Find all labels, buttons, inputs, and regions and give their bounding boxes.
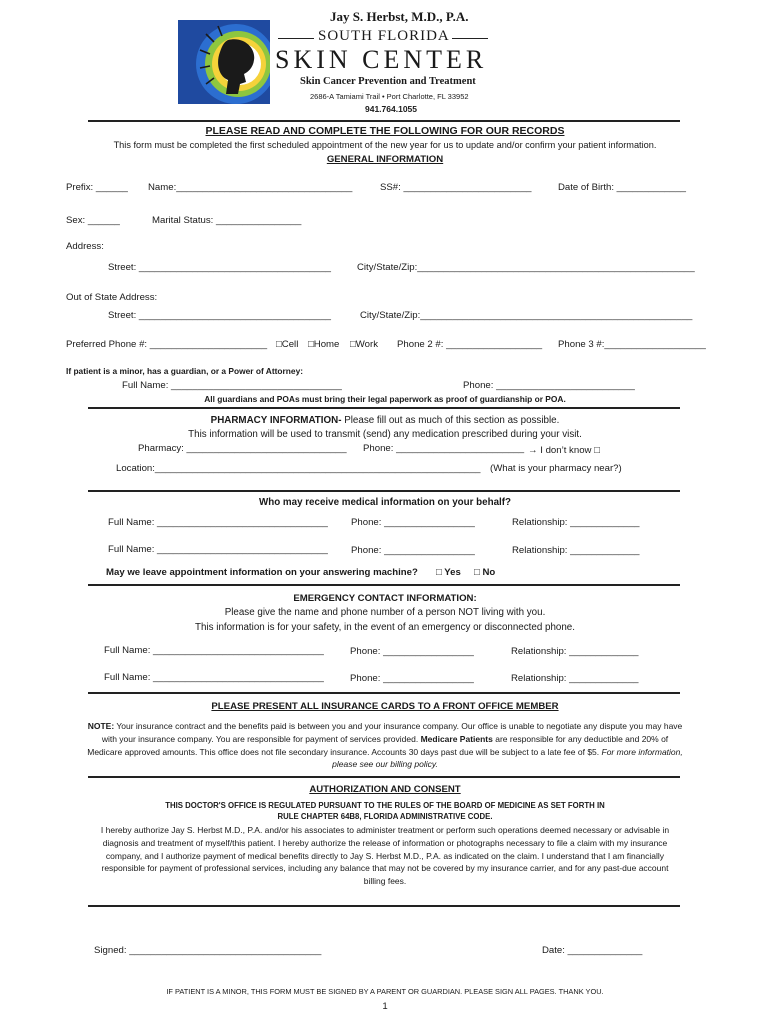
emergency-relationship-2[interactable]: Relationship: _____________ xyxy=(511,673,639,684)
medical-contact-relationship-1[interactable]: Relationship: _____________ xyxy=(512,517,640,528)
street-field-2[interactable]: Street: ____________________________________ xyxy=(108,310,332,321)
emergency-heading: EMERGENCY CONTACT INFORMATION: xyxy=(293,593,477,604)
clinic-address: 2686-A Tamiami Trail • Port Charlotte, FL 33952 xyxy=(310,92,469,101)
authorization-body: I hereby authorize Jay S. Herbst M.D., P.A. and/or his associates to administer treatment or perform such operations deemed necessary or advisable in diagnosis and treatment of myself/this patient. I hereby authorize the release of information or photographs necessary to file a claim with my insurance company, and I authorize payment of medical benefits directly to Jay S. Herbst M.D., P.A. as indicated on the claim. I understand that I am financially responsible for payment of professional services, including any balance that may not be covered by my insurance carrier, and for any past-due account billing fees. xyxy=(100,825,670,887)
divider xyxy=(88,120,680,122)
sex-field[interactable]: Sex: ______ xyxy=(66,215,120,226)
medical-contact-relationship-2[interactable]: Relationship: _____________ xyxy=(512,545,640,556)
city-state-zip-field-2[interactable]: City/State/Zip:___________________________________________________ xyxy=(360,310,693,321)
insurance-heading: PLEASE PRESENT ALL INSURANCE CARDS TO A FRONT OFFICE MEMBER xyxy=(211,701,559,712)
medical-info-heading: Who may receive medical information on your behalf? xyxy=(258,497,512,508)
name-field[interactable]: Name:_________________________________ xyxy=(148,182,353,193)
preferred-phone-field[interactable]: Preferred Phone #: ______________________ xyxy=(66,339,268,350)
medicare-label: Medicare Patients xyxy=(420,733,493,744)
answering-machine-yes[interactable]: □ Yes xyxy=(436,567,461,578)
emergency-line-2: This information is for your safety, in the event of an emergency or disconnected phone. xyxy=(195,622,575,633)
home-checkbox[interactable]: □Home xyxy=(308,339,340,350)
guardian-heading: If patient is a minor, has a guardian, or a Power of Attorney: xyxy=(66,366,304,376)
pharmacy-field[interactable]: Pharmacy: ______________________________ xyxy=(138,443,347,454)
out-of-state-label: Out of State Address: xyxy=(66,292,158,303)
pharmacy-heading xyxy=(0,415,770,426)
dont-know-checkbox[interactable]: → I don’t know □ xyxy=(528,445,600,456)
pharmacy-description: This information will be used to transmit (send) any medication prescribed during your visit. xyxy=(188,429,582,440)
phone-3-field[interactable]: Phone 3 #:___________________ xyxy=(558,339,706,350)
billing-policy-note: For more information, please see our billing policy. xyxy=(332,746,683,770)
guardian-phone-field[interactable]: Phone: __________________________ xyxy=(463,380,635,391)
ss-field[interactable]: SS#: ________________________ xyxy=(380,182,532,193)
emergency-name-2[interactable]: Full Name: ________________________________ xyxy=(104,672,324,683)
answering-machine-question: May we leave appointment information on your answering machine? xyxy=(106,567,418,578)
brand-name-line2: SKIN CENTER xyxy=(275,45,488,74)
address-label: Address: xyxy=(66,241,104,252)
general-info-heading: GENERAL INFORMATION xyxy=(326,154,444,165)
work-checkbox[interactable]: □Work xyxy=(350,339,379,350)
divider xyxy=(88,407,680,409)
insurance-note xyxy=(84,720,686,771)
divider xyxy=(88,776,680,778)
medical-contact-phone-2[interactable]: Phone: _________________ xyxy=(351,545,475,556)
page-number: 1 xyxy=(382,1001,388,1012)
guardian-note: All guardians and POAs must bring their legal paperwork as proof of guardianship or POA. xyxy=(204,394,566,404)
divider xyxy=(88,490,680,492)
footer-note: IF PATIENT IS A MINOR, THIS FORM MUST BE SIGNED BY A PARENT OR GUARDIAN. PLEASE SIGN ALL PAGES. THANK YOU. xyxy=(166,987,604,996)
guardian-name-field[interactable]: Full Name: ________________________________ xyxy=(122,380,342,391)
marital-status-field[interactable]: Marital Status: ________________ xyxy=(152,215,302,226)
phone-2-field[interactable]: Phone 2 #: __________________ xyxy=(397,339,543,350)
divider xyxy=(88,905,680,907)
emergency-phone-1[interactable]: Phone: _________________ xyxy=(350,646,474,657)
answering-machine-no[interactable]: □ No xyxy=(474,567,496,578)
divider xyxy=(88,584,680,586)
medical-contact-phone-1[interactable]: Phone: _________________ xyxy=(351,517,475,528)
brand-name-line1: SOUTH FLORIDA xyxy=(318,28,450,44)
cell-checkbox[interactable]: □Cell xyxy=(276,339,299,350)
regulation-line-1: THIS DOCTOR'S OFFICE IS REGULATED PURSUANT TO THE RULES OF THE BOARD OF MEDICINE AS SET FORTH IN xyxy=(165,801,605,810)
signature-date-field[interactable]: Date: ______________ xyxy=(542,945,643,956)
prefix-field[interactable]: Prefix: ______ xyxy=(66,182,128,193)
emergency-relationship-1[interactable]: Relationship: _____________ xyxy=(511,646,639,657)
pharmacy-phone-field[interactable]: Phone: ________________________ xyxy=(363,443,525,454)
medical-contact-name-1[interactable]: Full Name: ________________________________ xyxy=(108,517,328,528)
doctor-name: Jay S. Herbst, M.D., P.A. xyxy=(330,9,469,24)
dob-field[interactable]: Date of Birth: _____________ xyxy=(558,182,687,193)
brand-rule-left xyxy=(278,38,314,39)
clinic-tagline: Skin Cancer Prevention and Treatment xyxy=(300,76,476,87)
authorization-heading: AUTHORIZATION AND CONSENT xyxy=(309,784,461,795)
form-subtitle: This form must be completed the first scheduled appointment of the new year for us to update and/or confirm your patient information. xyxy=(113,140,657,150)
street-field[interactable]: Street: ____________________________________ xyxy=(108,262,332,273)
insurance-text-2: are responsible for any deductible and 20% of Medicare approved amounts. This office does not file secondary insurance. Accounts 30 days past due will be subject to a late fee of $5. xyxy=(87,733,669,757)
divider xyxy=(88,692,680,694)
pharmacy-near-hint: (What is your pharmacy near?) xyxy=(490,463,622,474)
pharmacy-location-field[interactable]: Location:_____________________________________________________________ xyxy=(116,463,481,474)
pharmacy-heading-rest: Please fill out as much of this section as possible. xyxy=(341,415,560,426)
form-title: PLEASE READ AND COMPLETE THE FOLLOWING FOR OUR RECORDS xyxy=(205,125,565,137)
regulation-line-2: RULE CHAPTER 64B8, FLORIDA ADMINISTRATIVE CODE. xyxy=(277,812,493,821)
city-state-zip-field[interactable]: City/State/Zip:____________________________________________________ xyxy=(357,262,695,273)
medical-contact-name-2[interactable]: Full Name: ________________________________ xyxy=(108,544,328,555)
clinic-phone: 941.764.1055 xyxy=(365,104,417,114)
brand-rule-right xyxy=(452,38,488,39)
emergency-line-1: Please give the name and phone number of a person NOT living with you. xyxy=(224,607,546,618)
signature-field[interactable]: Signed: ____________________________________ xyxy=(94,945,322,956)
insurance-text-1: Your insurance contract and the benefits paid is between you and your insurance company. Our office is unable to negotiate any dispute you may have with your insurance company. You are responsible for payment of services provided. xyxy=(101,721,683,744)
emergency-phone-2[interactable]: Phone: _________________ xyxy=(350,673,474,684)
clinic-logo xyxy=(178,20,270,104)
emergency-name-1[interactable]: Full Name: ________________________________ xyxy=(104,645,324,656)
pharmacy-heading-bold: PHARMACY INFORMATION- xyxy=(210,415,342,426)
note-label: NOTE: xyxy=(87,721,115,731)
